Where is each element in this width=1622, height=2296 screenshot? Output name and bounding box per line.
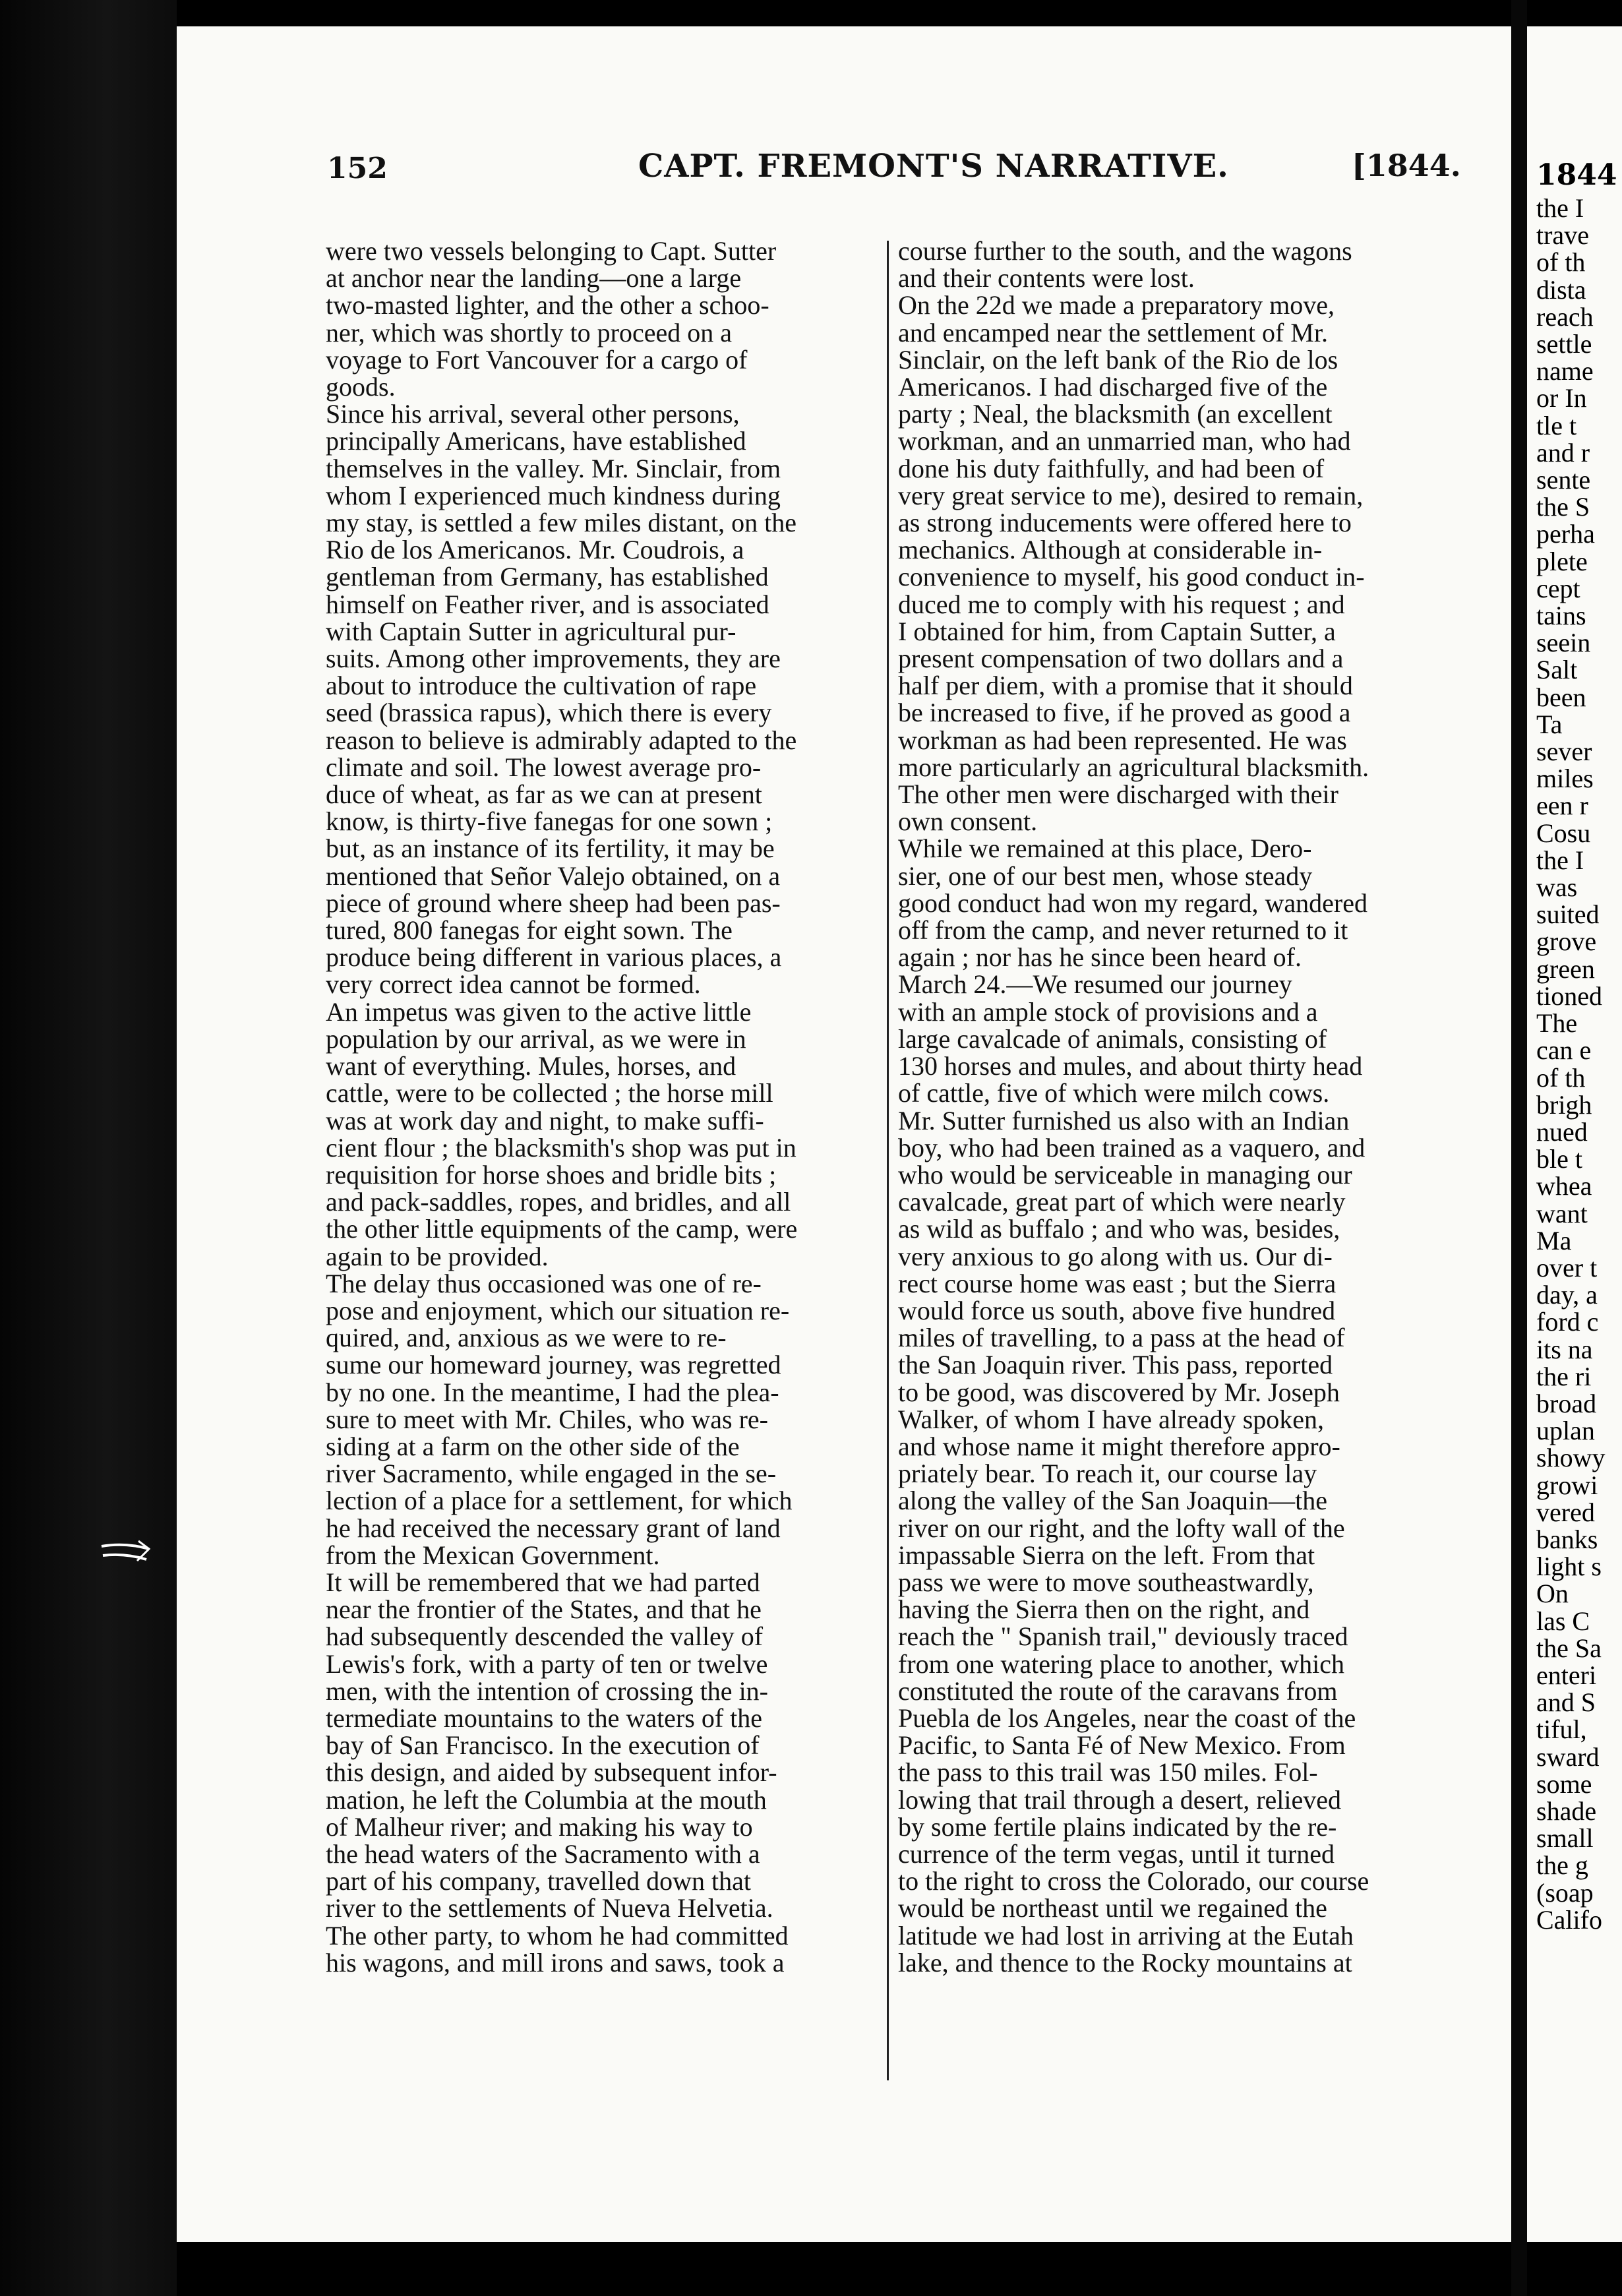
handwritten-mark <box>99 1533 152 1573</box>
scanner-edge-left <box>0 0 177 2296</box>
text-column-right: course further to the south, and the wagons and their contents were lost. On the 22d we made a preparatory move, and encamped near the settlement of Mr. Sinclair, on the left bank of the Rio de los Americanos. I had discharged five of the party ; Neal, the blacksmith (an excellent workman, and an unmarried man, who had done his duty faithfully, and had been of very great service to me), desired to remain, as strong inducements were offered here to mechanics. Although at considerable in- convenience to myself, his good conduct in- duced me to comply with his request ; and I obtained for him, from Captain Sutter, a present compensation of two dollars and a half per diem, with a promise that it should be increased to five, if he proved as good a workman as had been represented. He was more particularly an agricultural blacksmith. The other men were discharged with their own consent. While we remained at this place, Dero- sier, one of our best men, whose steady good conduct had won my regard, wandered off from the camp, and never returned to it again ; nor has he since been heard of. March 24.—We resumed our journey with an ample stock of provisions and a large cavalcade of animals, consisting of 130 horses and mules, and about thirty head of cattle, five of which were milch cows. Mr. Sutter furnished us also with an Indian boy, who had been trained as a vaquero, and who would be serviceable in managing our cavalcade, great part of which were nearly as wild as buffalo ; and who was, besides, very anxious to go along with us. Our di- rect course home was east ; but the Sierra would force us south, above five hundred miles of travelling, to a pass at the head of the San Joaquin river. This pass, reported to be good, was discovered by Mr. Joseph Walker, of whom I have already spoken, and whose name it might therefore appro- priately bear. To reach it, our course lay along the valley of the San Joaquin—the river on our right, and the lofty wall of the impassable Sierra on the left. From that pass we were to move southeastwardly, having the Sierra then on the right, and reach the " Spanish trail," deviously traced from one watering place to another, which constituted the route of the caravans from Puebla de los Angeles, near the coast of the Pacific, to Santa Fé of New Mexico. From the pass to this trail was 150 miles. Fol- lowing that trail through a desert, relieved by some fertile plains indicated by the re- currence of the term vegas, until it turned to the right to cross the Colorado, our course would be northeast until we regained the latitude we had lost in arriving at the Eutah lake, and thence to the Rocky mountains at <box>898 236 1369 1978</box>
adjacent-page-text: the I trave of th dista reach settle name or In tle t and r sente the S perha plete cept tains seein Salt been Ta sever miles een r Cosu the I was suited grove green tioned The can e of th brigh nued ble t whea want Ma over t day, a ford c its na the ri broad uplan showy growi vered banks light s On las C the Sa enteri and S tiful, sward some shade small the g (soap Califo <box>1536 193 1606 1935</box>
running-title: CAPT. FREMONT'S NARRATIVE. <box>638 148 1229 185</box>
column-divider <box>887 241 889 2080</box>
page-number: 152 <box>327 152 388 185</box>
adjacent-page-header: 1844 <box>1536 158 1617 192</box>
text-column-left: were two vessels belonging to Capt. Sutter at anchor near the landing—one a large two-masted lighter, and the other a schoo- ner, which was shortly to proceed on a voyage to Fort Vancouver for a cargo of goods. Since his arrival, several other persons, principally Americans, have established themselves in the valley. Mr. Sinclair, from whom I experienced much kindness during my stay, is settled a few miles distant, on the Rio de los Americanos. Mr. Coudrois, a gentleman from Germany, has established himself on Feather river, and is associated with Captain Sutter in agricultural pur- suits. Among other improvements, they are about to introduce the cultivation of rape seed (brassica rapus), which there is every reason to believe is admirably adapted to the climate and soil. The lowest average pro- duce of wheat, as far as we can at present know, is thirty-five fanegas for one sown ; but, as an instance of its fertility, it may be mentioned that Señor Valejo obtained, on a piece of ground where sheep had been pas- tured, 800 fanegas for eight sown. The produce being different in various places, a very correct idea cannot be formed. An impetus was given to the active little population by our arrival, as we were in want of everything. Mules, horses, and cattle, were to be collected ; the horse mill was at work day and night, to make suffi- cient flour ; the blacksmith's shop was put in requisition for horse shoes and bridle bits ; and pack-saddles, ropes, and bridles, and all the other little equipments of the camp, were again to be provided. The delay thus occasioned was one of re- pose and enjoyment, which our situation re- quired, and, anxious as we were to re- sume our homeward journey, was regretted by no one. In the meantime, I had the plea- sure to meet with Mr. Chiles, who was re- siding at a farm on the other side of the river Sacramento, while engaged in the se- lection of a place for a settlement, for which he had received the necessary grant of land from the Mexican Government. It will be remembered that we had parted near the frontier of the States, and that he had subsequently descended the valley of Lewis's fork, with a party of ten or twelve men, with the intention of crossing the in- termediate mountains to the waters of the bay of San Francisco. In the execution of this design, and aided by subsequent infor- mation, he left the Columbia at the mouth of Malheur river; and making his way to the head waters of the Sacramento with a part of his company, travelled down that river to the settlements of Nueva Helvetia. The other party, to whom he had committed his wagons, and mill irons and saws, took a <box>326 236 798 1978</box>
page-header <box>177 145 1511 198</box>
adjacent-page-edge <box>1527 26 1622 2242</box>
book-page <box>177 26 1511 2242</box>
page-gutter <box>1511 0 1527 2296</box>
year-mark: [1844. <box>1352 148 1461 183</box>
